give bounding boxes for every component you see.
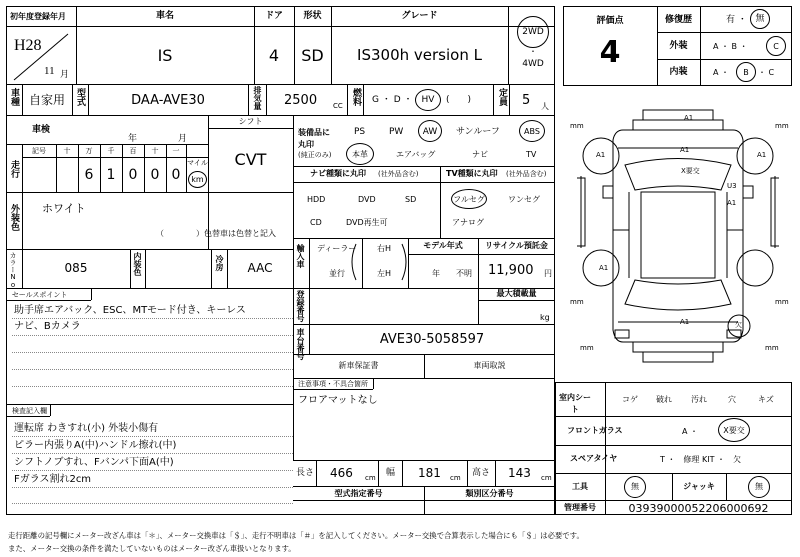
import-brackets (344, 240, 408, 286)
first-registration-label: 初年度登録年月 (10, 12, 66, 21)
diagram-mark-a1: A1 (684, 114, 694, 122)
seat-condition-option: 穴 (728, 395, 736, 404)
footer-note-line2: また、メーター交換の条件を満たしていないものはメーター改ざん車扱いとなります。 (8, 544, 296, 553)
capacity-unit: 人 (541, 102, 549, 111)
chassis-number-value: AVE30-5058597 (379, 332, 485, 347)
diagram-mark-chip: 欠 (735, 321, 742, 329)
exterior-grade-options: A ・ B ・ (713, 42, 748, 51)
registration-number-label: 登録番号 (296, 290, 305, 322)
model-code-value: DAA-AVE30 (131, 93, 205, 108)
equip-sunroof: サンルーフ (456, 127, 500, 137)
mileage-digit: 0 (128, 167, 138, 183)
navi-hdd: HDD (307, 195, 326, 204)
overall-score: 4 (599, 35, 621, 70)
inspector-notes-label: 検査記入欄 (12, 407, 47, 415)
vehicle-use-label: 車種 (9, 88, 19, 106)
score-label: 評価点 (596, 16, 624, 26)
spare-tire-label: スペアタイヤ (570, 454, 618, 463)
navi-type-label: ナビ種類に丸印 (310, 169, 366, 178)
footer-note-line1: 走行距離の記号欄にメーター改ざん車は「＊」、メーター交換車は「＄」、走行不明車は「＃」を記入してください。メーター交換で合算表示した場合にも「＄」は必要です。 (8, 531, 584, 540)
mileage-digit: 0 (171, 167, 181, 183)
interior-grade-option-a: A ・ (713, 68, 730, 77)
mileage-label: 走行 (9, 160, 19, 178)
equipment-label: 装備品に丸印 (298, 128, 330, 149)
diagram-unit-mm: mm (570, 298, 584, 306)
displacement-value: 2500 (284, 93, 318, 108)
navi-dvd-playback: DVD再生可 (346, 218, 388, 227)
diagram-mark-a1: A1 (596, 151, 606, 159)
diagram-unit-mm: mm (580, 344, 594, 352)
color-number-value: 085 (64, 261, 88, 275)
mileage-header-one: 一 (172, 147, 180, 155)
management-number-label: 管理番号 (564, 503, 596, 512)
tv-type-label: TV種類に丸印 (446, 169, 498, 178)
tools-value: 無 (631, 482, 639, 491)
mileage-digit: 1 (106, 167, 116, 183)
car-name-value: IS (157, 46, 173, 65)
diagram-unit-mm: mm (775, 122, 789, 130)
shape-label: 形状 (303, 11, 322, 21)
interior-grade-label: 内装 (669, 67, 688, 77)
model-year-unknown: 不明 (456, 269, 472, 278)
equip-airbag: エアバッグ (396, 150, 436, 159)
color-change-note: （ ）色替車は色替と記入 (156, 229, 276, 238)
management-number-value: 03939000052206000692 (628, 502, 769, 515)
diagram-unit-mm: mm (570, 122, 584, 130)
jack-label: ジャッキ (683, 482, 715, 491)
auction-sheet-main (6, 6, 555, 515)
seat-condition-option: キズ (758, 395, 774, 404)
windshield-selected: X要交 (723, 426, 745, 435)
recycle-fee-yen: 円 (544, 269, 552, 278)
exterior-grade-label: 外装 (669, 41, 688, 51)
model-code-label: 型式 (75, 88, 85, 106)
navi-sd: SD (405, 195, 417, 204)
capacity-label: 定員 (497, 88, 507, 106)
mileage-unit-mile: マイル (187, 159, 208, 167)
max-load-unit: kg (540, 313, 550, 322)
import-parallel: 並行 (329, 269, 345, 278)
chassis-number-label: 車台番号 (296, 328, 305, 360)
door-value: 4 (268, 46, 280, 65)
drive-2wd: 2WD (522, 27, 544, 37)
mileage-header-ten: 十 (151, 147, 159, 155)
fuel-options: G ・ D ・ (372, 95, 413, 105)
month-unit: 月 (60, 70, 70, 80)
equip-ps: PS (354, 127, 366, 137)
equip-leather: 本革 (352, 150, 368, 159)
diagram-mark-a1: A1 (680, 146, 690, 154)
equip-navi: ナビ (472, 150, 488, 159)
diagram-mark-a1: A1 (757, 151, 767, 159)
exterior-color-label: 外装色 (9, 204, 19, 231)
diagram-unit-mm: mm (765, 344, 779, 352)
height-value: 143 (508, 466, 531, 480)
registration-era: H28 (14, 37, 42, 54)
interior-color-label: 内装色 (133, 252, 142, 276)
mileage-header-symbol: 記号 (32, 147, 46, 155)
grade-label: グレード (401, 11, 438, 21)
windshield-label: フロントガラス (567, 426, 623, 435)
length-label: 長さ (296, 468, 315, 478)
length-value: 466 (330, 466, 353, 480)
inspector-note-line: ピラー内張りA(中)ハンドル擦れ(中) (14, 440, 177, 451)
diagram-mark-u3: U3 (727, 182, 737, 190)
mileage-header-hundred: 百 (129, 147, 137, 155)
height-label: 高さ (472, 468, 491, 478)
registration-month: 11 (44, 65, 55, 77)
navi-dvd: DVD (358, 195, 376, 204)
equip-abs: ABS (524, 127, 540, 136)
spare-tire-options: T ・ 修理 KIT ・ 欠 (660, 455, 742, 464)
mileage-header-ten-million: 十 (63, 147, 71, 155)
width-unit: cm (450, 474, 461, 482)
diagram-mark-a1: A1 (727, 199, 737, 207)
ac-label: 冷房 (215, 255, 224, 271)
inspection-year-unit: 年 (128, 134, 138, 144)
equip-aw: AW (422, 127, 438, 137)
seat-condition-option: コゲ (622, 395, 638, 404)
diagram-mark-a1: A1 (680, 318, 690, 326)
windshield-option-a: A ・ (682, 427, 699, 436)
mileage-digit: 6 (84, 167, 94, 183)
displacement-unit: CC (333, 102, 343, 110)
inspector-note-line: Fガラス割れ2cm (14, 474, 92, 485)
import-car-label: 輸入車 (296, 244, 305, 268)
class-number-label: 類別区分番号 (465, 489, 514, 498)
grade-value: IS300h version L (357, 46, 482, 64)
recycle-fee-label: リサイクル預託金 (485, 241, 548, 250)
height-unit: cm (541, 474, 552, 482)
fuel-selected: HV (421, 95, 435, 105)
tv-type-sub: (社外品含む) (506, 170, 547, 178)
equip-tv: TV (526, 150, 537, 159)
diagram-mark-a1: A1 (599, 264, 609, 272)
inspector-note-line: 運転席 わきすれ(小) 外装小傷有 (14, 423, 159, 434)
interior-grade-option-c: ・ C (758, 68, 775, 77)
sales-point-line: 助手席エアバック、ESC、MTモード付き、キーレス (14, 305, 246, 316)
color-number-label: カラーNo. (9, 252, 17, 297)
drive-4wd: 4WD (522, 59, 544, 69)
inspection-label: 車検 (32, 125, 51, 135)
sales-point-line: ナビ、Bカメラ (14, 321, 81, 332)
import-right-hand: 右H (377, 244, 392, 253)
diagram-mark-glass: X要交 (681, 167, 700, 175)
tv-analog: アナログ (452, 218, 484, 227)
car-name-label: 車名 (155, 11, 174, 21)
inspector-note-line: シフトノブすれ、Fバンパ下面A(中) (14, 457, 174, 468)
type-designation-label: 型式指定番号 (334, 489, 383, 498)
door-label: ドア (265, 11, 283, 21)
interior-grade-selected: B (743, 68, 749, 77)
width-value: 181 (418, 466, 441, 480)
interior-seat-label: 室内シート (559, 393, 591, 414)
new-car-warranty: 新車保証書 (338, 361, 379, 370)
owner-manual: 車両取説 (473, 361, 506, 370)
equipment-sub: (純正のみ) (298, 151, 332, 159)
import-dealer: ディーラー (317, 244, 357, 253)
mileage-unit-km: km (191, 175, 204, 184)
shift-label: シフト (238, 117, 263, 126)
tv-fullseg: フルセグ (453, 195, 485, 204)
mileage-header-thousand: 千 (107, 147, 115, 155)
notice-value: フロアマットなし (298, 395, 378, 406)
fuel-other: ( ) (446, 95, 472, 105)
sales-point-label: セールスポイント (12, 291, 68, 299)
repair-yes: 有 ・ (726, 15, 747, 25)
model-year-label: モデル年式 (423, 241, 463, 250)
navi-cd: CD (310, 218, 322, 227)
mileage-header-ten-thousand: 万 (85, 147, 93, 155)
tools-label: 工具 (572, 482, 588, 491)
diagram-unit-mm: mm (775, 298, 789, 306)
equip-pw: PW (389, 127, 404, 137)
exterior-color-value: ホワイト (42, 202, 86, 215)
repair-history-label: 修復歴 (664, 15, 692, 25)
jack-value: 無 (755, 482, 763, 491)
model-year-unit: 年 (432, 269, 440, 278)
width-label: 幅 (386, 468, 396, 478)
drive-dot: ・ (529, 47, 537, 56)
capacity-value: 5 (522, 93, 531, 108)
max-load-label: 最大積載量 (496, 289, 537, 298)
notice-label: 注意事項・不具合箇所 (298, 380, 368, 388)
inspection-month-unit: 月 (178, 134, 188, 144)
recycle-fee-value: 11,900 (488, 263, 534, 278)
displacement-label: 排気量 (253, 86, 262, 110)
length-unit: cm (365, 474, 376, 482)
tv-oneseg: ワンセグ (508, 195, 540, 204)
ac-value: AAC (247, 261, 273, 275)
navi-type-sub: (社外品含む) (378, 170, 419, 178)
seat-condition-option: 汚れ (691, 395, 707, 404)
car-damage-diagram (563, 90, 792, 380)
seat-condition-option: 破れ (656, 395, 672, 404)
import-left-hand: 左H (377, 269, 392, 278)
repair-none: 無 (755, 14, 765, 24)
vehicle-use-value: 自家用 (28, 93, 65, 107)
exterior-grade-selected: C (773, 42, 779, 51)
shape-value: SD (301, 46, 324, 65)
shift-value: CVT (234, 150, 267, 169)
mileage-digit: 0 (150, 167, 160, 183)
fuel-label: 燃料 (351, 88, 361, 106)
